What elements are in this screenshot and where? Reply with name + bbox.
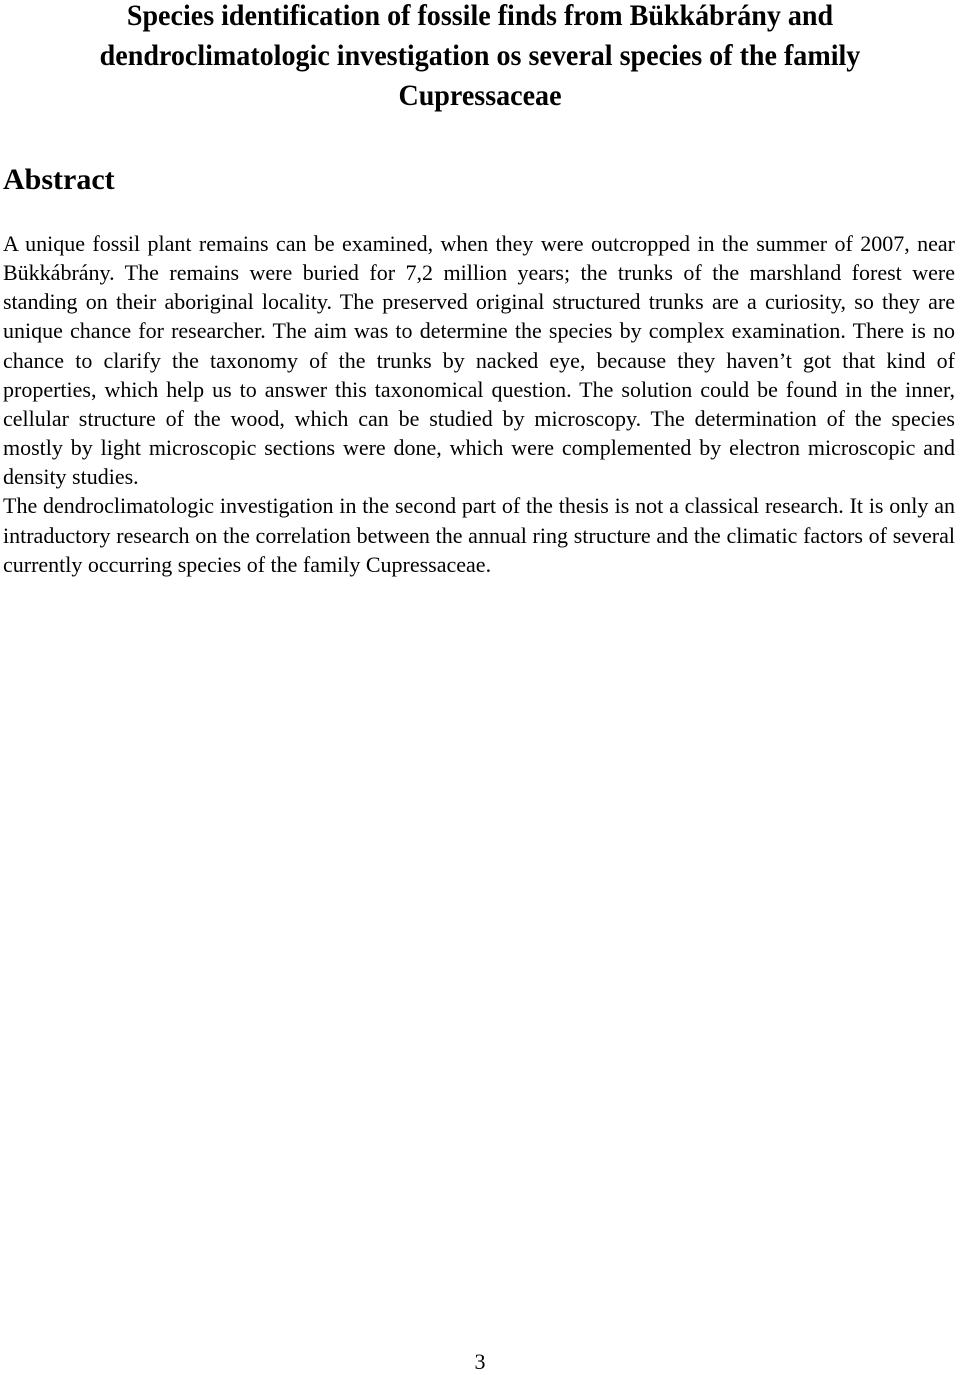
section-heading: Abstract	[3, 163, 115, 196]
document-title: Species identification of fossile finds from Bükkábrány and dendroclimatologic investigation os several species of the family Cupressaceae	[99, 0, 861, 112]
abstract-paragraph: The dendroclimatologic investigation in the second part of the thesis is not a classical research. It is only an intraductory research on the correlation between the annual ring structure and the climatic factors of several currently occurring species of the family Cupressaceae.	[3, 493, 955, 577]
abstract-paragraph: A unique fossil plant remains can be examined, when they were outcropped in the summer of 2007, near Bükkábrány. The remains were buried for 7,2 million years; the trunks of the marshland forest were standing on their aboriginal locality. The preserved original structured trunks are a curiosity, so they are unique chance for researcher. The aim was to determine the species by complex examination. There is no chance to clarify the taxonomy of the trunks by nacked eye, because they haven’t got that kind of properties, which help us to answer this taxonomical question. The solution could be found in the inner, cellular structure of the wood, which can be studied by microscopy. The determination of the species mostly by light microscopic sections were done, which were complemented by electron microscopic and density studies.	[3, 231, 955, 490]
page-number: 3	[474, 1349, 486, 1374]
abstract-body	[3, 229, 955, 579]
